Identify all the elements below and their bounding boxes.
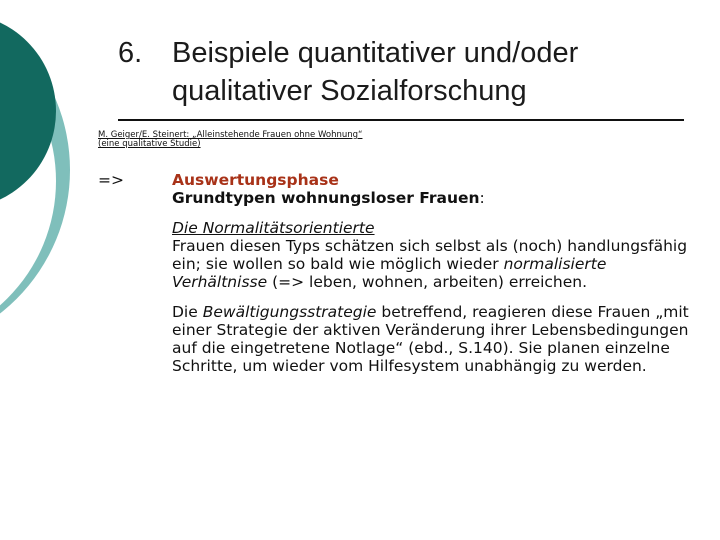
slide-number: 6. xyxy=(118,37,143,69)
subheading-text: Grundtypen wohnungsloser Frauen xyxy=(172,189,480,207)
title-line-2: qualitativer Sozialforschung xyxy=(172,75,527,107)
title-line-1: Beispiele quantitativer und/oder xyxy=(172,37,579,69)
source-line-2: (eine qualitative Studie) xyxy=(98,139,201,149)
arrow-marker: => xyxy=(98,171,124,189)
title-divider xyxy=(118,119,684,121)
paragraph-text-b: betreffend, reagieren diese Frauen „mit einer Strategie der aktiven Veränderung ihrer Lebensbedingungen auf die eingetretene Notlage“ (ebd., S.140). Sie planen einzelne Schritte, um wieder vom Hilfesystem unabhängig zu werden. xyxy=(172,303,689,375)
paragraph-text-a: Die xyxy=(172,303,203,321)
phase-label: Auswertungsphase xyxy=(172,171,339,189)
paragraph-italic: normalisierte Verhältnisse xyxy=(172,255,607,291)
paragraph-text xyxy=(172,237,702,291)
subheading-colon: : xyxy=(479,189,485,207)
source-line-1: M. Geiger/E. Steinert: „Alleinstehende Frauen ohne Wohnung“ xyxy=(98,130,363,140)
paragraph-normalitaet xyxy=(172,219,702,291)
subheading xyxy=(172,189,702,207)
slide-body xyxy=(172,171,702,375)
paragraph-text-b: (=> leben, wohnen, arbeiten) erreichen. xyxy=(267,273,588,291)
paragraph-bewaeltigung xyxy=(172,303,702,375)
source-citation xyxy=(98,131,618,149)
paragraph-text-a: Frauen diesen Typs schätzen sich selbst als (noch) handlungsfähig ein; sie wollen so bald wie möglich wieder xyxy=(172,237,688,273)
paragraph-heading: Die Normalitätsorientierte xyxy=(172,219,375,237)
paragraph-italic: Bewältigungsstrategie xyxy=(202,303,377,321)
slide-title xyxy=(172,34,712,110)
